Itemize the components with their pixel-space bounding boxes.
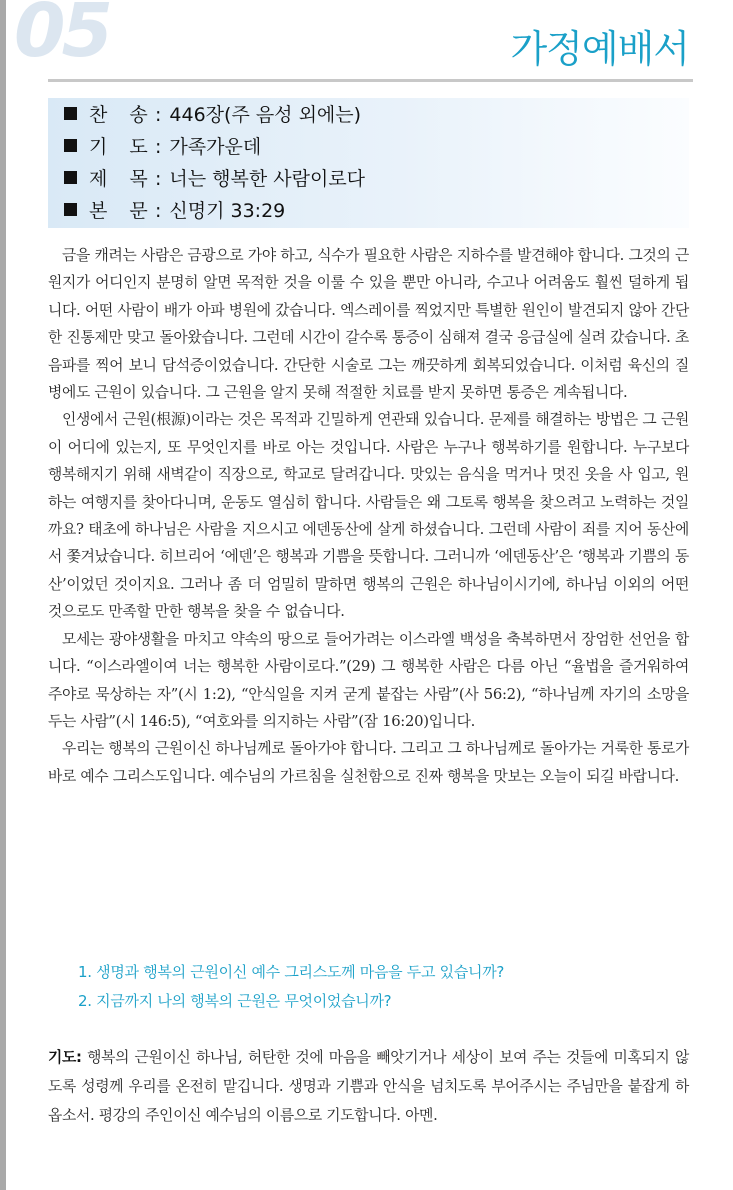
info-colon: : [155,136,162,158]
info-label: 본 문 [89,200,156,222]
square-bullet-icon [64,107,77,120]
left-edge-bar [0,0,6,1190]
info-colon: : [155,104,162,126]
question-item: 2. 지금까지 나의 행복의 근원은 무엇이었습니까? [78,992,392,1010]
worship-info-box [48,98,689,228]
info-value: 너는 행복한 사람이로다 [169,168,366,190]
square-bullet-icon [64,171,77,184]
info-row-scripture [64,196,285,226]
info-row-title [64,164,365,194]
closing-prayer [48,1043,689,1130]
title-divider [48,79,693,82]
page-number: 05 [14,0,109,74]
sermon-body [48,242,689,790]
question-item: 1. 생명과 행복의 근원이신 예수 그리스도께 마음을 두고 있습니까? [78,963,505,981]
info-label: 제 목 [89,168,156,190]
body-paragraph: 우리는 행복의 근원이신 하나님께로 돌아가야 합니다. 그리고 그 하나님께로 돌아가는 거룩한 통로가 바로 예수 그리스도입니다. 예수님의 가르침을 실천함으로 진짜 행복을 맛보는 오늘이 되길 바랍니다. [48,740,689,785]
info-row-prayer [64,132,261,162]
body-paragraph: 금을 캐려는 사람은 금광으로 가야 하고, 식수가 필요한 사람은 지하수를 발견해야 합니다. 그것의 근원지가 어디인지 분명히 알면 목적한 것을 이룰 수 있을 뿐만 아니라, 수고나 어려움도 훨씬 덜하게 됩니다. 어떤 사람이 배가 아파 병원에 갔습니다. 엑스레이를 찍었지만 특별한 원인이 발견되지 않아 간단한 진통제만 맞고 돌아왔습니다. 그런데 시간이 갈수록 통증이 심해져 결국 응급실에 실려 갔습니다. 초음파를 찍어 보니 담석증이었습니다. 간단한 시술로 그는 깨끗하게 회복되었습니다. 이처럼 육신의 질병에도 근원이 있습니다. 그 근원을 알지 못해 적절한 치료를 받지 못하면 통증은 계속됩니다. [48,247,689,402]
info-colon: : [155,168,162,190]
body-paragraph: 인생에서 근원(根源)이라는 것은 목적과 긴밀하게 연관돼 있습니다. 문제를 해결하는 방법은 그 근원이 어디에 있는지, 또 무엇인지를 바로 아는 것입니다. 사람은 누구나 행복하기를 원합니다. 누구보다 행복해지기 위해 새벽같이 직장으로, 학교로 달려갑니다. 맛있는 음식을 먹거나 멋진 옷을 사 입고, 원하는 여행지를 찾아다니며, 운동도 열심히 합니다. 사람들은 왜 그토록 행복을 찾으려고 노력하는 것일까요? 태초에 하나님은 사람을 지으시고 에덴동산에 살게 하셨습니다. 그런데 사람이 죄를 지어 동산에서 쫓겨났습니다. 히브리어 ‘에덴’은 행복과 기쁨을 뜻합니다. 그러니까 ‘에덴동산’은 ‘행복과 기쁨의 동산’이었던 것이지요. 그러나 좀 더 엄밀히 말하면 행복의 근원은 하나님이시기에, 하나님 이외의 어떤 것으로도 만족할 만한 행복을 찾을 수 없습니다. [48,411,689,621]
info-value: 가족가운데 [169,136,262,158]
prayer-label: 기도: [48,1049,82,1066]
discussion-questions [78,958,678,1016]
square-bullet-icon [64,139,77,152]
info-label: 찬 송 [89,104,156,126]
info-label: 기 도 [89,136,156,158]
square-bullet-icon [64,203,77,216]
page-title: 가정예배서 [510,27,689,71]
info-value: 446장(주 음성 외에는) [169,104,362,126]
info-value: 신명기 33:29 [169,200,286,222]
info-colon: : [155,200,162,222]
prayer-text: 행복의 근원이신 하나님, 허탄한 것에 마음을 빼앗기거나 세상이 보여 주는 것들에 미혹되지 않도록 성령께 우리를 온전히 맡깁니다. 생명과 기쁨과 안식을 넘치도록 부어주시는 주님만을 붙잡게 하옵소서. 평강의 주인이신 예수님의 이름으로 기도합니다. 아멘. [48,1049,689,1124]
body-paragraph: 모세는 광야생활을 마치고 약속의 땅으로 들어가려는 이스라엘 백성을 축복하면서 장엄한 선언을 합니다. “이스라엘이여 너는 행복한 사람이로다.”(29) 그 행복한 사람은 다름 아닌 “율법을 즐거워하여 주야로 묵상하는 자”(시 1:2), “안식일을 지켜 굳게 붙잡는 사람”(사 56:2), “하나님께 자기의 소망을 두는 사람”(시 146:5), “여호와를 의지하는 사람”(잠 16:20)입니다. [48,630,689,730]
info-row-hymn [64,100,361,130]
